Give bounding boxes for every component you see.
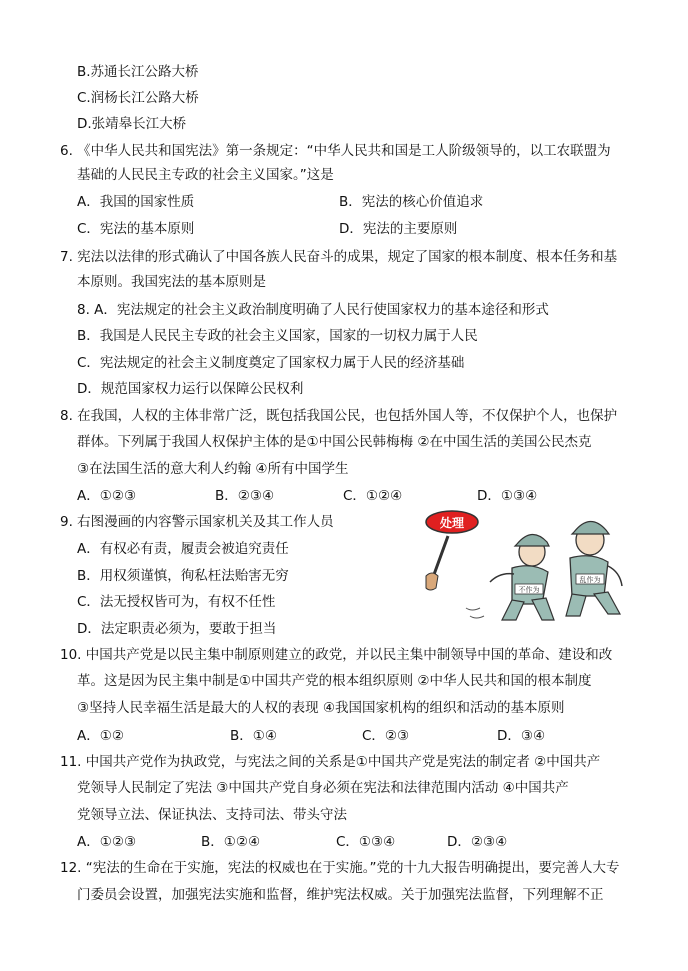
q12-stem-line2: 门委员会设置，加强宪法实施和监督，维护宪法权威。关于加强宪法监督，下列理解不正 [77, 887, 604, 903]
q10-option-c: C．②③ [362, 728, 410, 744]
cartoon-label-inaction: 不作为 [518, 586, 540, 594]
q9-stem-line1: 9. 右图漫画的内容警示国家机关及其工作人员 [60, 514, 334, 530]
q11-stem-line3: 党领导立法、保证执法、支持司法、带头守法 [77, 807, 347, 823]
q8-option-c: C．①②④ [343, 488, 403, 504]
q9-option-b: B．用权须谨慎，徇私枉法贻害无穷 [77, 568, 289, 584]
q8-option-b: B．②③④ [215, 488, 275, 504]
q7-option-d: D．规范国家权力运行以保障公民权利 [77, 381, 304, 397]
cartoon-label-misconduct: 乱作为 [579, 576, 601, 584]
q7-option-b: B．我国是人民民主专政的社会主义国家，国家的一切权力属于人民 [77, 328, 478, 344]
q10-option-a: A．①② [77, 728, 124, 744]
q11-option-a: A．①②③ [77, 834, 137, 850]
q11-stem-line2: 党领导人民制定了宪法 ③中国共产党自身必须在宪法和法律范围内活动 ④中国共产 [77, 780, 569, 796]
q5-option-c: C.润杨长江公路大桥 [77, 90, 199, 106]
q7-stem-line2: 本原则。我国宪法的基本原则是 [77, 274, 266, 290]
q10-option-b: B．①④ [230, 728, 277, 744]
q9-option-c: C．法无授权皆可为，有权不任性 [77, 594, 276, 610]
q8-option-a: A．①②③ [77, 488, 137, 504]
q8-stem-line3: ③在法国生活的意大利人约翰 ④所有中国学生 [77, 461, 349, 477]
q10-stem-line3: ③坚持人民幸福生活是最大的人权的表现 ④我国国家机构的组织和活动的基本原则 [77, 700, 565, 716]
q10-option-d: D．③④ [497, 728, 546, 744]
q9-option-d: D．法定职责必须为，要敢于担当 [77, 621, 277, 637]
q10-stem-line1: 10. 中国共产党是以民主集中制原则建立的政党，并以民主集中制领导中国的革命、建设和改 [60, 647, 613, 663]
q11-option-b: B．①②④ [201, 834, 261, 850]
q11-option-d: D．②③④ [447, 834, 508, 850]
q6-stem-line2: 基础的人民民主专政的社会主义国家。”这是 [77, 167, 334, 183]
q8-stem-line1: 8. 在我国，人权的主体非常广泛，既包括我国公民，也包括外国人等，不仅保护个人，也保护 [60, 408, 618, 424]
q6-option-a: A．我国的国家性质 [77, 194, 195, 210]
q10-stem-line2: 革。这是因为民主集中制是①中国共产党的根本组织原则 ②中华人民共和国的根本制度 [77, 673, 592, 689]
q11-option-c: C．①③④ [336, 834, 396, 850]
q11-stem-line1: 11. 中国共产党作为执政党，与宪法之间的关系是①中国共产党是宪法的制定者 ②中国共产 [60, 754, 601, 770]
q7-stem-line1: 7. 宪法以法律的形式确认了中国各族人民奋斗的成果，规定了国家的根本制度、根本任务和基 [60, 249, 618, 265]
q7-option-a: 8. A．宪法规定的社会主义政治制度明确了人民行使国家权力的基本途径和形式 [77, 302, 549, 318]
q6-option-b: B．宪法的核心价值追求 [339, 194, 484, 210]
q6-stem-line1: 6. 《中华人民共和国宪法》第一条规定：“中华人民共和国是工人阶级领导的，以工农联盟为 [60, 143, 611, 159]
q5-option-d: D.张靖皋长江大桥 [77, 116, 187, 132]
handling-sign-icon [426, 511, 478, 590]
q5-option-b: B.苏通长江公路大桥 [77, 64, 199, 80]
q12-stem-line1: 12. “宪法的生命在于实施，宪法的权威也在于实施。”党的十九大报告明确提出，要完善人大专 [60, 860, 620, 876]
official-figure-1 [490, 534, 554, 620]
q9-option-a: A．有权必有责，履责会被追究责任 [77, 541, 289, 557]
q8-option-d: D．①③④ [477, 488, 538, 504]
q6-option-d: D．宪法的主要原则 [339, 221, 458, 237]
cartoon-sign-text: 处理 [439, 516, 465, 530]
q6-option-c: C．宪法的基本原则 [77, 221, 195, 237]
official-figure-2 [566, 521, 622, 616]
q9-cartoon-illustration [420, 508, 635, 628]
q7-option-c: C．宪法规定的社会主义制度奠定了国家权力属于人民的经济基础 [77, 355, 465, 371]
q8-stem-line2: 群体。下列属于我国人权保护主体的是①中国公民韩梅梅 ②在中国生活的美国公民杰克 [77, 434, 592, 450]
